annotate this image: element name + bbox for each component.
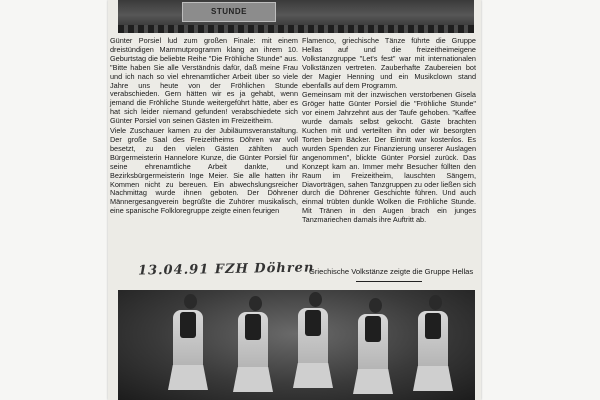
paragraph: Günter Porsiel lud zum großen Finale: mit einem dreistündigen Mammutprogramm klang an ihrem 10. Geburtstag die beliebte Reihe "Die Fröhliche Stunde" aus. "Bitte haben Sie alle Verständnis dafür, daß meine Frau und ich nach so viel ehrenamtlicher Arbeit über so viele Jahre uns heute von der Fröhlichen Stunde verabschieden. Gern hätten wir es ja gehabt, wenn jemand die Fröhliche Stunde weitergeführt hätte, aber es hat sich leider niemand gefunden! verabschiedete sich Günter Porsiel von seinen Gästen im Freizeitheim. — [110, 36, 298, 126]
paragraph: Gemeinsam mit der inzwischen verstorbenen Gisela Gröger hatte Günter Porsiel die "Fröhliche Stunde" vor einem Jahrzehnt aus der Taufe gehoben. "Kaffee wurde damals selbst gekocht. Gäste brachten Kuchen mit und verteilten ihn oder wir besorgten Torten beim Bäcker. Der Eintritt war kostenlos. Es wurden Spenden zur Finanzierung unserer Auslagen angenommen", blickte Günter Porsiel zurück. Das Konzept kam an. Immer mehr Besucher füllten den Raum im Freizeitheim, lauschten Sängern, Diavorträgen, sahen Tanzgruppen zu oder ließen sich durch die Döhrener Geschichte führen. Und auch einmal trübten dunkle Wolken die Fröhliche Stunde. Mit Tränen in den Augen brach ein junges Tanzmariechen damals ihre Auftritt ab. — [302, 90, 476, 225]
dancer-figure — [238, 296, 273, 392]
stage-sign — [182, 2, 276, 22]
dancer-figure — [173, 294, 208, 390]
dancer-figure — [358, 298, 393, 394]
audience-silhouettes — [118, 25, 474, 33]
stage-sign-text: STUNDE — [211, 7, 247, 16]
article-left-column — [110, 37, 298, 217]
dancer-figure — [418, 295, 453, 391]
article-right-column — [302, 37, 476, 226]
dancer-figure — [298, 292, 333, 388]
handwritten-date-note: 13.04.91 FZH Döhren — [137, 260, 315, 279]
paragraph: Flamenco, griechische Tänze führte die Gruppe Hellas auf und die freizeitheimeigene Volkstanzgruppe "Let's fest" war mit internationalen Volkstänzen vertreten. Zauberhafte Zaubereien bot der Magier Henning und ein Musikclown stand ebenfalls auf dem Programm. — [302, 36, 476, 90]
top-photo — [118, 0, 474, 33]
caption-underline — [356, 281, 422, 282]
newspaper-clipping — [108, 0, 481, 400]
photo-caption: Griechische Volkstänze zeigte die Gruppe Hellas — [309, 267, 474, 276]
dance-group-photo — [118, 290, 475, 400]
paragraph: Viele Zuschauer kamen zu der Jubiläumsveranstaltung. Der große Saal des Freizeitheims Döhren war voll besetzt, zu den vielen Gästen zählten auch Bürgermeisterin Hannelore Kunze, die Günter Porsiel für seine ehrenamtliche Arbeit dankte, und Bezirksbürgermeisterin Inge Meier. Sie alle hatten ihr Kommen nicht zu bereuen. Ein abwechslungsreicher Nachmittag wurde ihnen geboten. Der Döhrener Männergesangverein begrüßte die Zuhörer musikalisch, eine spanische Folkloregruppe zeigte einen feurigen — [110, 126, 298, 216]
